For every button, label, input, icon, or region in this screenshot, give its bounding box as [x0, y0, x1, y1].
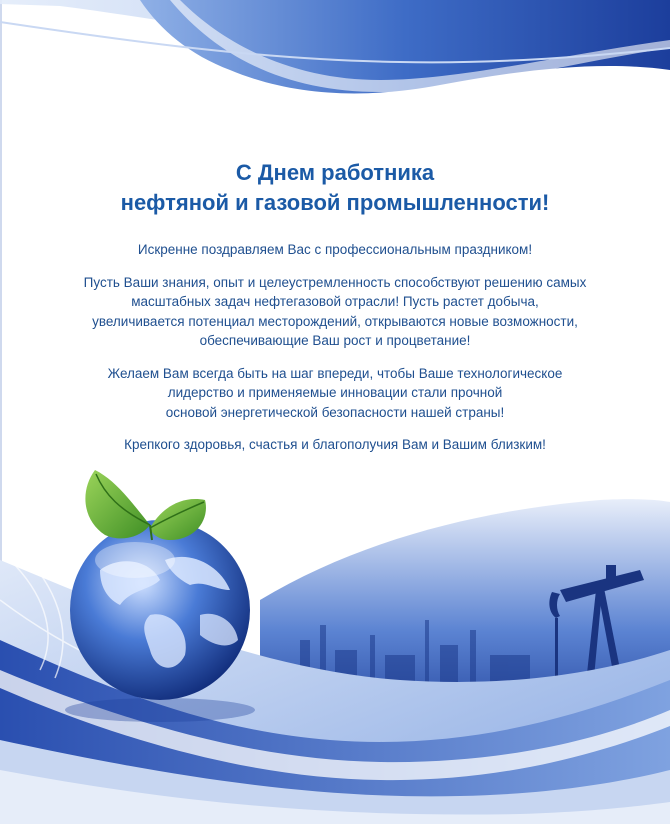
- paragraph-congrats: Искренне поздравляем Вас с профессиональным праздником!: [137, 242, 533, 257]
- title-line-2: нефтяной и газовой промышленности!: [120, 190, 550, 215]
- leaf-icon: [85, 470, 206, 540]
- card-title: [40, 158, 630, 218]
- paragraph-wishes-health: Крепкого здоровья, счастья и благополучия Вам и Вашим близким!: [124, 437, 546, 452]
- bottom-illustration: [0, 440, 670, 824]
- globe-icon: [70, 520, 250, 700]
- top-wave-decoration: [0, 0, 670, 140]
- title-line-1: С Днем работника: [235, 160, 435, 185]
- paragraph-wishes-leadership: Желаем Вам всегда быть на шаг впереди, чтобы Ваше технологическое лидерство и применяемые инновации стали прочной основой энергетической безопасности нашей страны!: [107, 365, 563, 420]
- paragraph-wishes-growth: Пусть Ваши знания, опыт и целеустремленность способствуют решению самых масштабных задач нефтегазовой отрасли! Пусть растет добыча, увеличивается потенциал месторождений, открываются новые возможности, обеспечивающие Ваш рост и процветание!: [83, 274, 587, 348]
- greeting-text: [40, 158, 630, 468]
